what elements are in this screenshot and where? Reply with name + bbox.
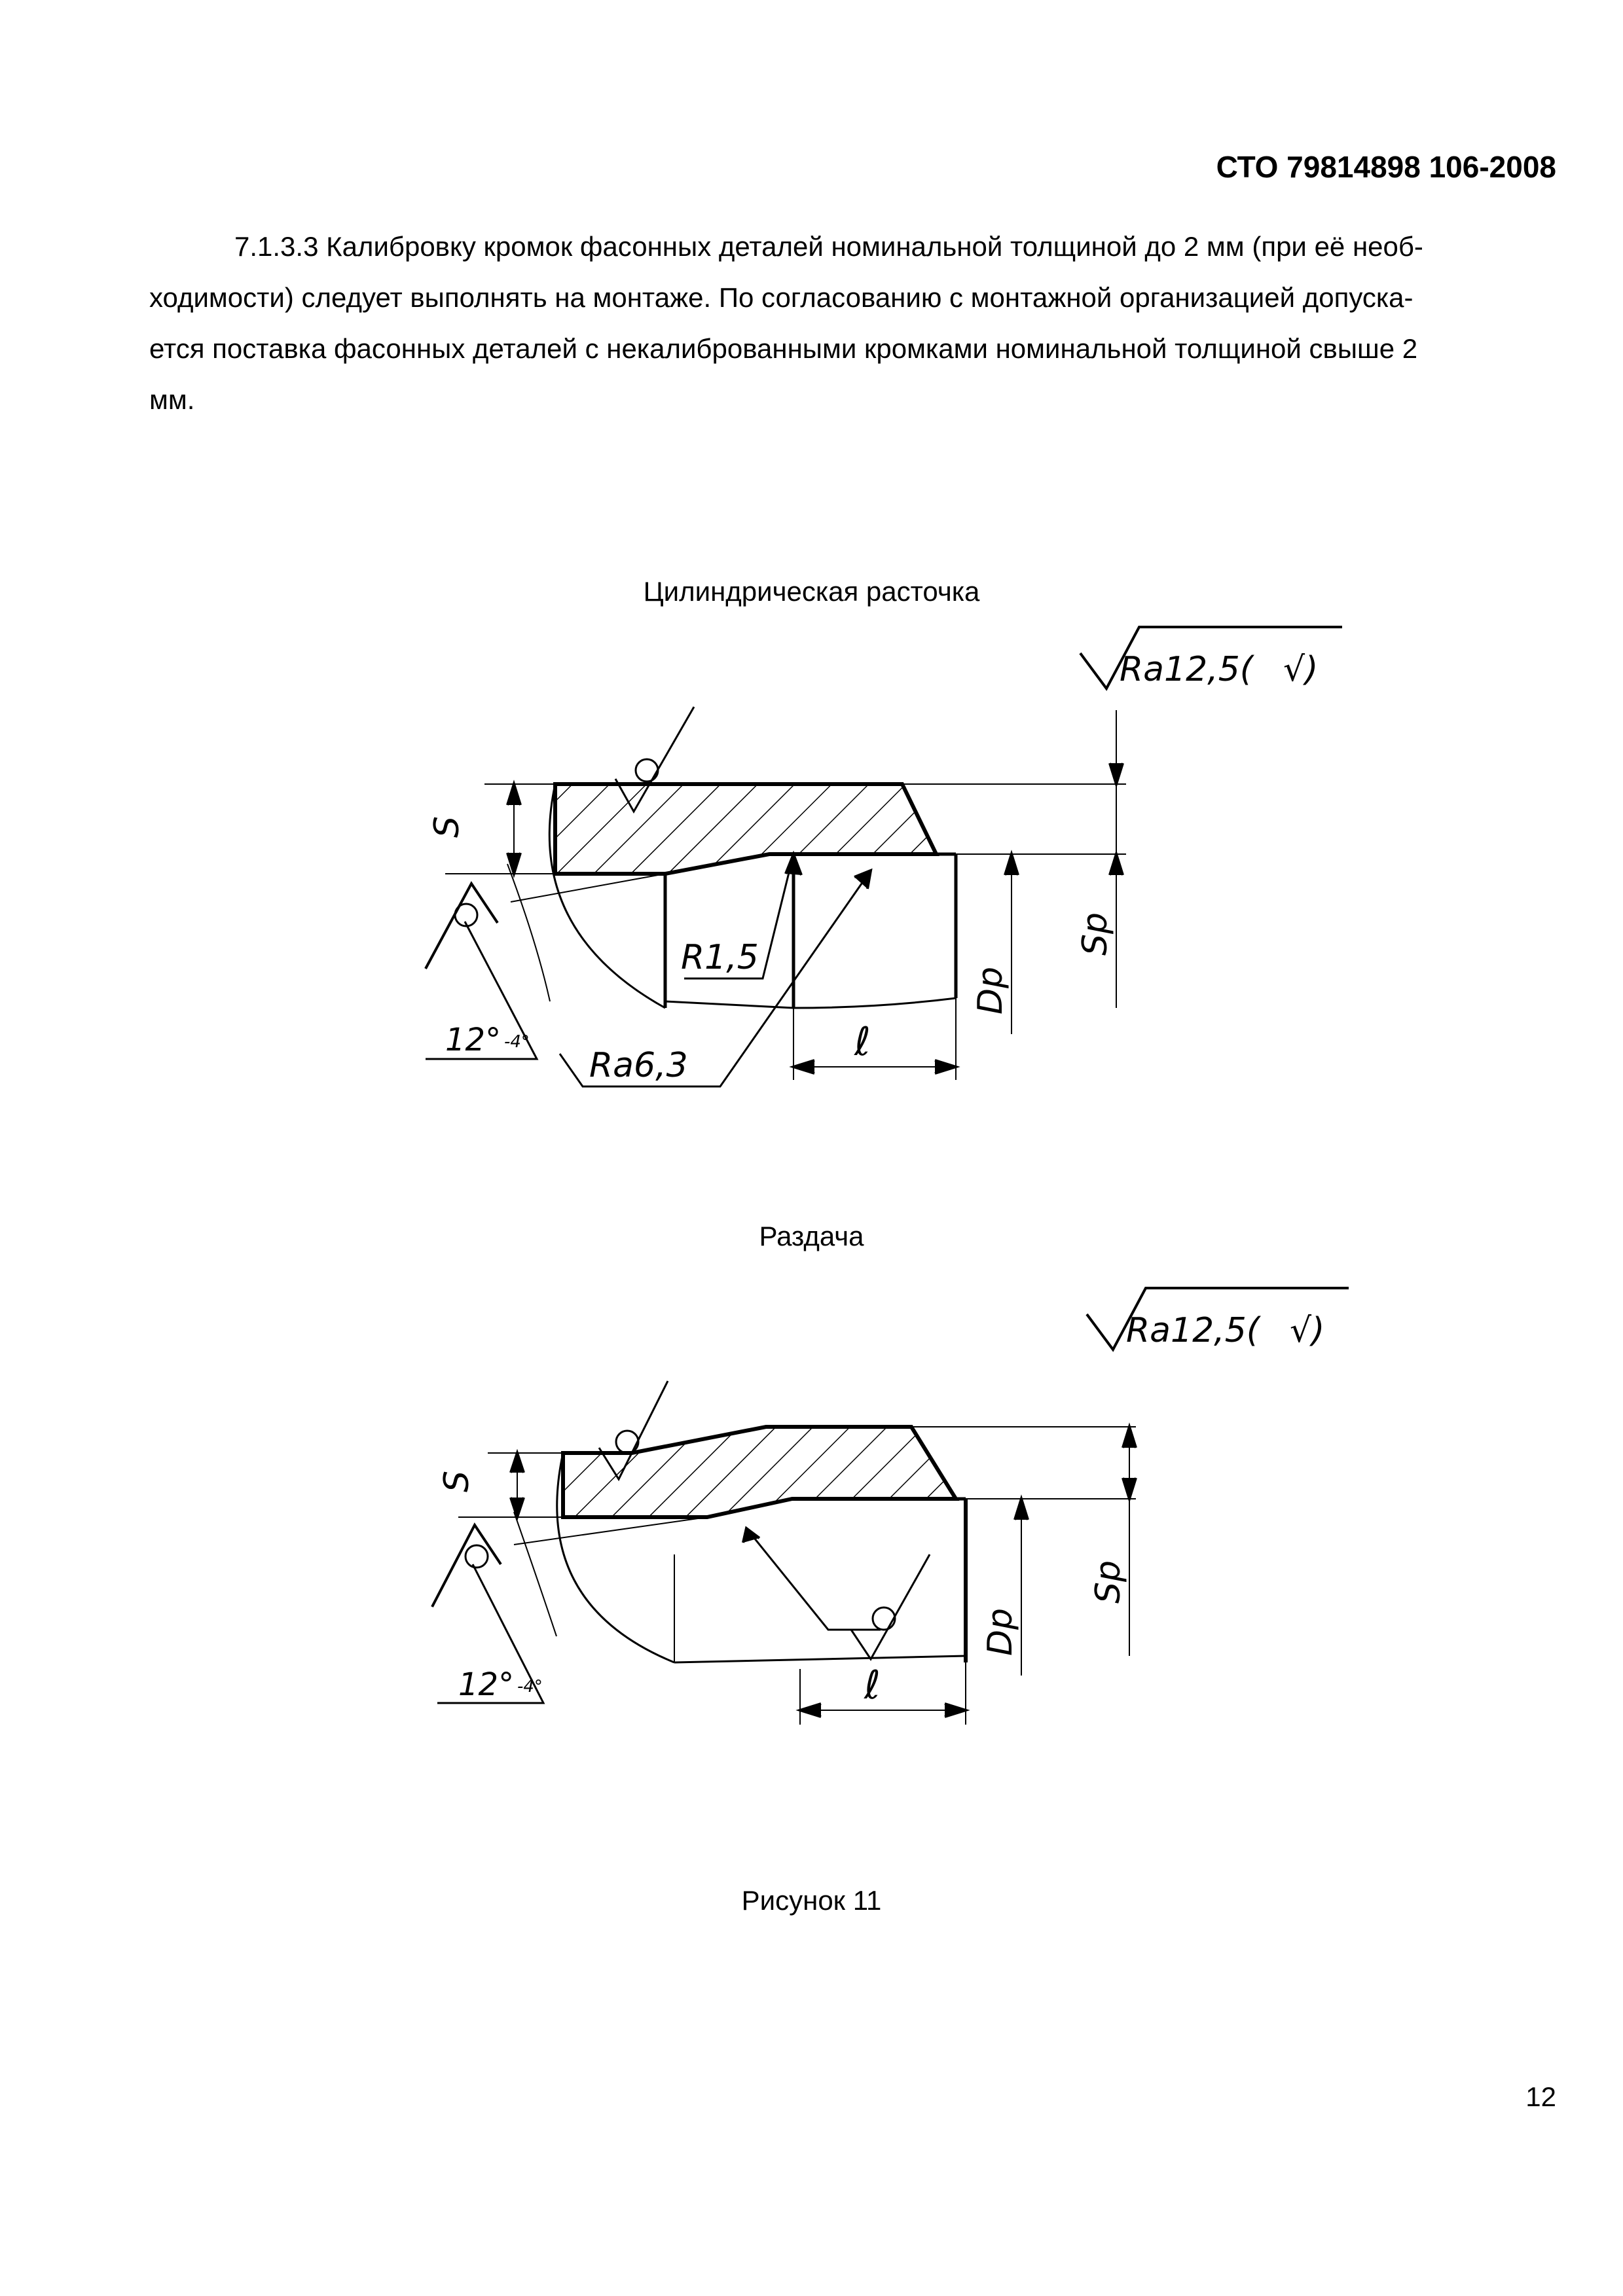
svg-text:√): √)	[1283, 650, 1319, 689]
paragraph-line: ется поставка фасонных деталей с некалиброванными кромками номинальной толщиной свыше 2	[149, 333, 1418, 364]
roughness-general-label: Ra12,5(	[1126, 1311, 1260, 1350]
cylindrical-bore-drawing	[0, 615, 1623, 1113]
dim-s-label: S	[428, 816, 467, 838]
angle-tolerance-label: -4°	[504, 1032, 530, 1052]
figure-top-title: Цилиндрическая расточка	[643, 576, 980, 607]
dim-s-label: S	[437, 1470, 477, 1492]
page-number: 12	[1525, 2081, 1556, 2112]
svg-text:√): √)	[1290, 1311, 1325, 1350]
paragraph-line: ходимости) следует выполнять на монтаже. По согласованию с монтажной организацией допуска-	[149, 282, 1413, 313]
dim-sp-label: Sp	[1089, 1560, 1128, 1604]
document-code: СТО 79814898 106-2008	[1216, 150, 1556, 184]
angle-label: 12°	[458, 1666, 515, 1703]
body-paragraph	[149, 221, 1544, 425]
expansion-drawing	[0, 1276, 1623, 1767]
angle-label: 12°	[445, 1022, 501, 1058]
dim-dp-label: Dp	[971, 966, 1010, 1014]
roughness-bore-label: Ra6,3	[589, 1046, 688, 1085]
dim-sp-label: Sp	[1076, 912, 1115, 956]
angle-tolerance-label: -4°	[517, 1677, 543, 1696]
wall-section	[555, 784, 936, 874]
figure-caption: Рисунок 11	[741, 1885, 882, 1916]
dim-l-label: ℓ	[854, 1019, 871, 1065]
dim-l-label: ℓ	[864, 1662, 881, 1708]
roughness-general-label: Ra12,5(	[1120, 650, 1254, 689]
figure-bottom-title: Раздача	[759, 1221, 864, 1251]
radius-label: R1,5	[681, 938, 759, 977]
paragraph-line: 7.1.3.3 Калибровку кромок фасонных деталей номинальной толщиной до 2 мм (при её необ-	[234, 231, 1423, 262]
paragraph-line: мм.	[149, 384, 195, 415]
dim-dp-label: Dp	[981, 1607, 1020, 1656]
